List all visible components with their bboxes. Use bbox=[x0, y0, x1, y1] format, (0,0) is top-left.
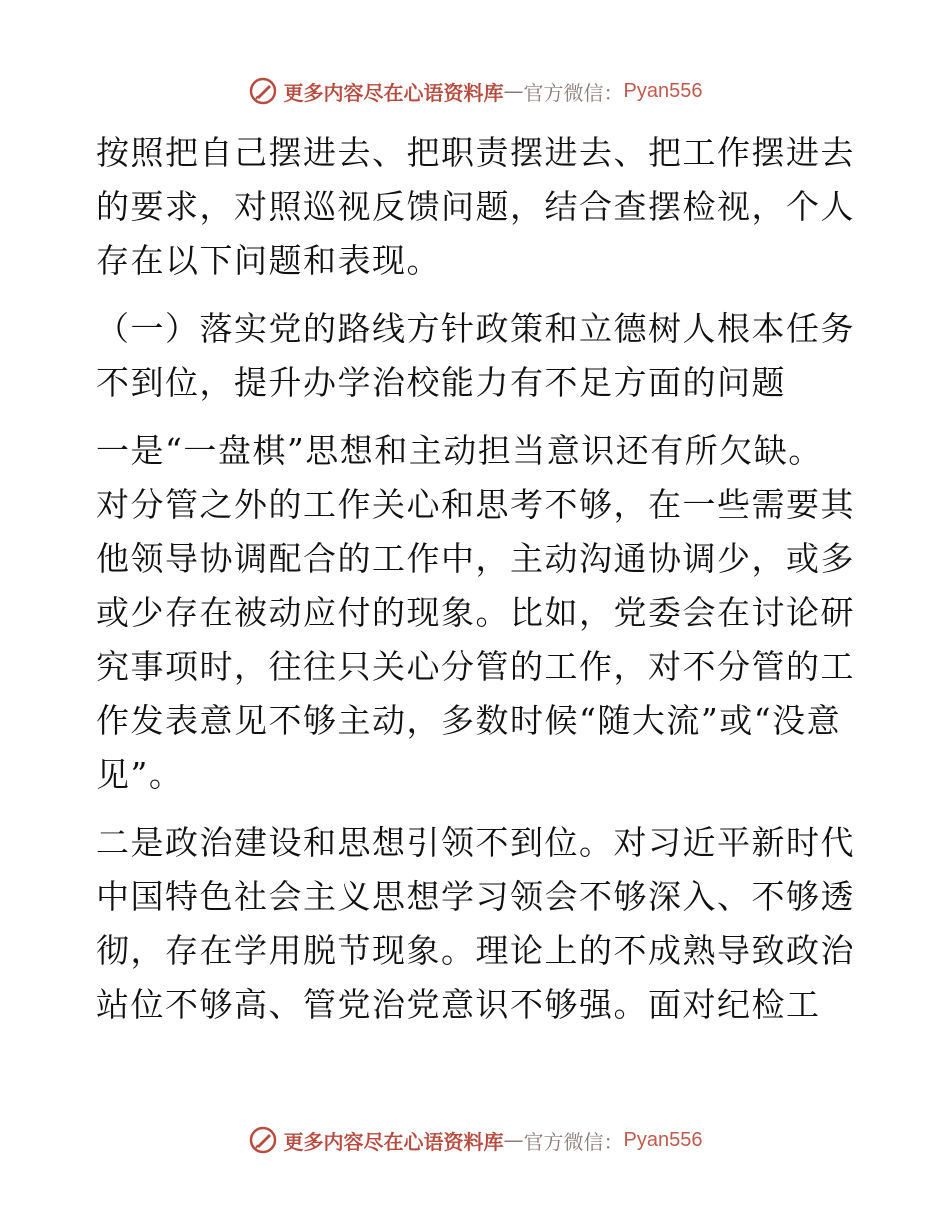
footer-watermark bbox=[0, 1120, 950, 1160]
watermark-dash: — bbox=[503, 79, 524, 103]
watermark-title: 更多内容尽在心语资料库 bbox=[283, 80, 504, 105]
feather-pen-logo-icon bbox=[248, 1125, 278, 1155]
paragraph-item-1: 一是“一盘棋”思想和主动担当意识还有所欠缺。对分管之外的工作关心和思考不够，在一些需要其他领导协调配合的工作中，主动沟通协调少，或多或少存在被动应付的现象。比如，党委会在讨论研究事项时，往往只关心分管的工作，对不分管的工作发表意见不够主动，多数时候“随大流”或“没意见”。 bbox=[96, 431, 855, 794]
header-watermark bbox=[0, 71, 950, 111]
paragraph-item-2: 二是政治建设和思想引领不到位。对习近平新时代中国特色社会主义思想学习领会不够深入、不够透彻，存在学用脱节现象。理论上的不成熟导致政治站位不够高、管党治党意识不够强。面对纪检工 bbox=[96, 823, 855, 1024]
paragraph-heading-1: （一）落实党的路线方针政策和立德树人根本任务不到位，提升办学治校能力有不足方面的问题 bbox=[96, 309, 855, 402]
watermark-id: Pyan556 bbox=[623, 79, 703, 102]
watermark-label: 官方微信： bbox=[523, 1129, 624, 1154]
watermark-dash: — bbox=[503, 1128, 524, 1152]
watermark-id: Pyan556 bbox=[623, 1128, 703, 1151]
paragraph-intro: 按照把自己摆进去、把职责摆进去、把工作摆进去的要求，对照巡视反馈问题，结合查摆检视，个人存在以下问题和表现。 bbox=[96, 133, 855, 280]
document-body bbox=[96, 126, 856, 1046]
watermark-label: 官方微信： bbox=[523, 80, 624, 105]
feather-pen-logo-icon bbox=[248, 76, 278, 106]
watermark-title: 更多内容尽在心语资料库 bbox=[283, 1129, 504, 1154]
